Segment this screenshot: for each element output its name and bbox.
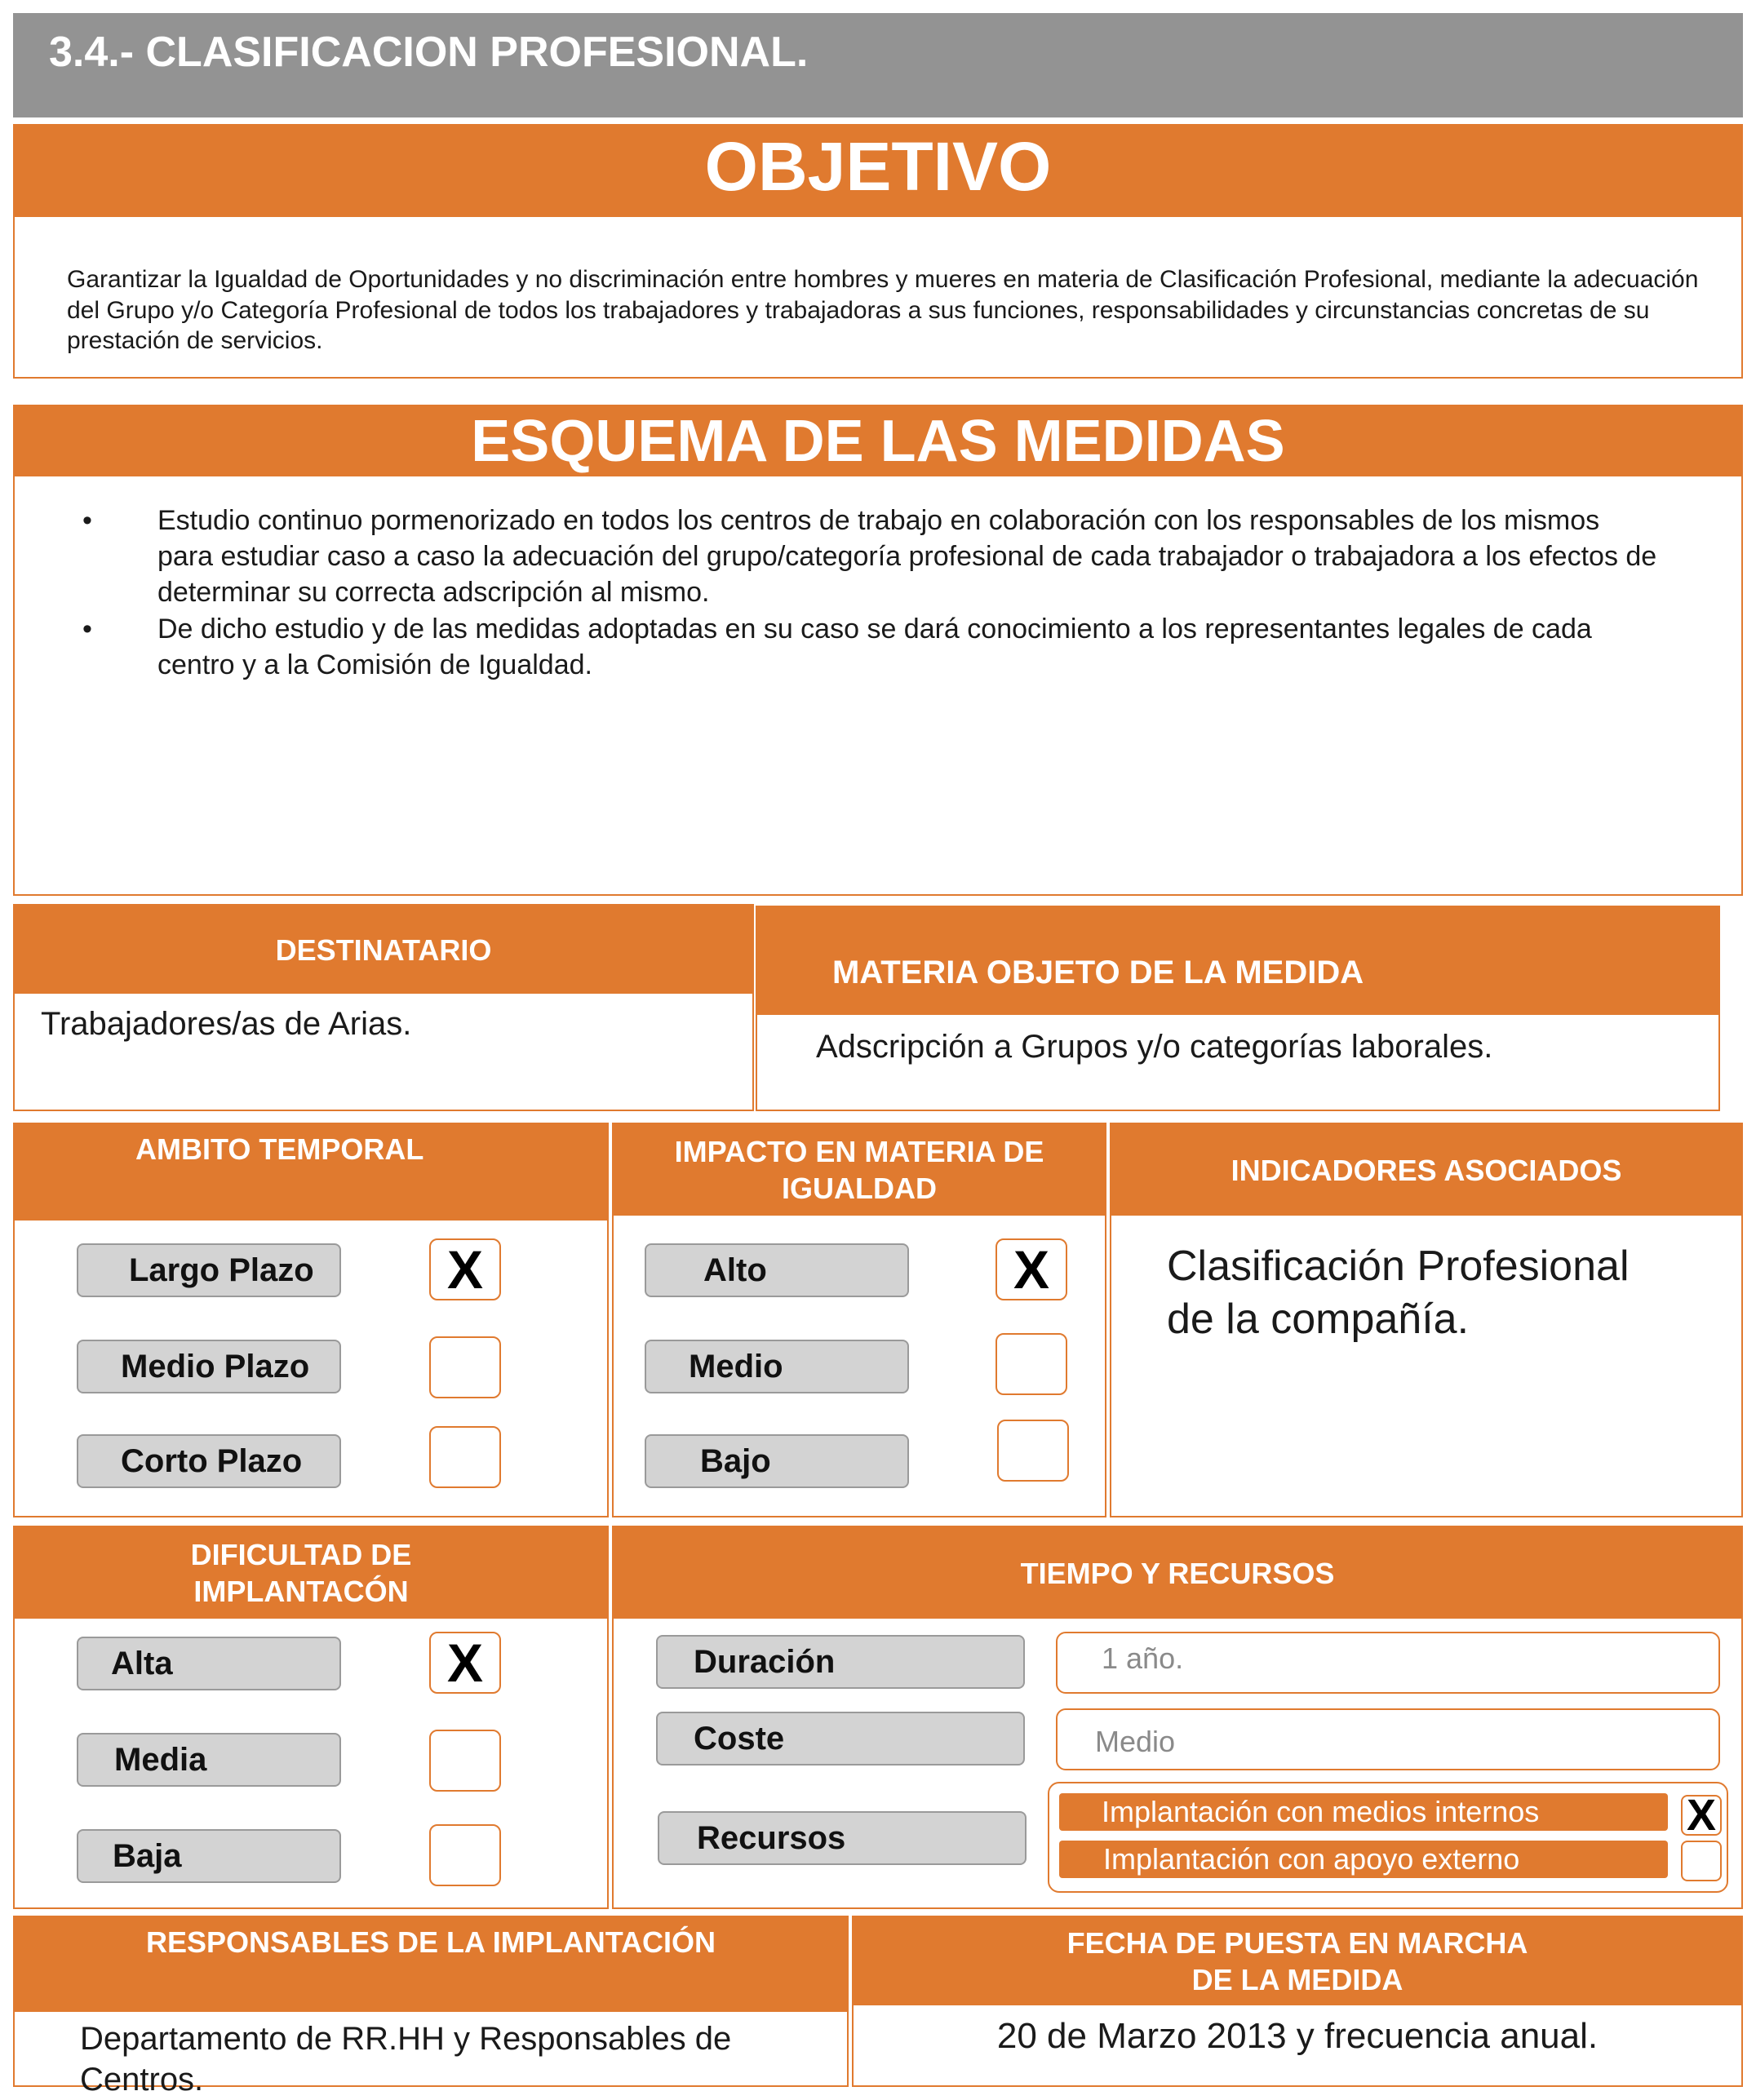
fecha-title-line2: DE LA MEDIDA	[1191, 1963, 1403, 1996]
option-medio-plazo: Medio Plazo	[77, 1340, 341, 1393]
option-bajo: Bajo	[645, 1434, 909, 1488]
responsables-text-line2: Centros.	[80, 2062, 204, 2098]
option-corto-plazo: Corto Plazo	[77, 1434, 341, 1488]
duracion-label: Duración	[656, 1635, 1025, 1689]
objetivo-title: OBJETIVO	[15, 126, 1741, 217]
section-title: 3.4.- CLASIFICACION PROFESIONAL.	[13, 13, 1743, 117]
list-item: • Estudio continuo pormenorizado en todos los centros de trabajo en colaboración con los responsables de los mismos para estudiar caso a caso la adecuación del grupo/categoría profesional de cada trabajador o trabajadora a los efectos de determinar su correcta adscripción al mismo.	[157, 503, 1660, 611]
duracion-field[interactable]: 1 año.	[1056, 1632, 1720, 1694]
indicadores-title: INDICADORES ASOCIADOS	[1111, 1124, 1741, 1216]
checkbox-externo[interactable]	[1681, 1841, 1722, 1881]
option-media: Media	[77, 1733, 341, 1787]
checkbox-alto[interactable]: X	[996, 1238, 1067, 1300]
tiempo-title: TIEMPO Y RECURSOS	[614, 1527, 1741, 1619]
checkbox-medio-plazo[interactable]	[429, 1336, 501, 1398]
objetivo-text: Garantizar la Igualdad de Oportunidades y no discriminación entre hombres y mueres en materia de Clasificación Profesional, mediante la adecuación del Grupo y/o Categoría Profesional de todos los trabajadores y trabajadoras a sus funciones, responsabilidades y circunstancias concretas de su prestación de servicios.	[67, 266, 1699, 354]
materia-text: Adscripción a Grupos y/o categorías laborales.	[816, 1029, 1493, 1065]
responsables-title: RESPONSABLES DE LA IMPLANTACIÓN	[15, 1917, 847, 2012]
recursos-option-internos: Implantación con medios internos	[1059, 1793, 1668, 1831]
esquema-panel	[13, 405, 1743, 896]
coste-field[interactable]: Medio	[1056, 1708, 1720, 1770]
objetivo-panel	[13, 124, 1743, 379]
checkbox-media[interactable]	[429, 1730, 501, 1792]
dificultad-title-line2: IMPLANTACÓN	[193, 1575, 409, 1608]
responsables-text-line1: Departamento de RR.HH y Responsables de	[80, 2021, 732, 2057]
responsables-text	[15, 2012, 847, 2100]
checkbox-corto-plazo[interactable]	[429, 1426, 501, 1488]
fecha-title	[854, 1917, 1741, 2005]
recursos-label: Recursos	[658, 1811, 1027, 1865]
dificultad-title-line1: DIFICULTAD DE	[190, 1538, 412, 1571]
materia-panel	[756, 906, 1720, 1111]
responsables-panel	[13, 1916, 849, 2098]
ambito-title: AMBITO TEMPORAL	[15, 1124, 607, 1221]
destinatario-panel	[13, 904, 754, 1111]
checkbox-medio[interactable]	[996, 1333, 1067, 1395]
checkbox-largo-plazo[interactable]: X	[429, 1238, 501, 1300]
fecha-text: 20 de Marzo 2013 y frecuencia anual.	[996, 2016, 1599, 2056]
coste-label: Coste	[656, 1712, 1025, 1766]
fecha-title-line1: FECHA DE PUESTA EN MARCHA	[1066, 1926, 1528, 1960]
dificultad-title	[15, 1527, 607, 1619]
esquema-title: ESQUEMA DE LAS MEDIDAS	[15, 406, 1741, 476]
indicadores-text	[1111, 1216, 1741, 1346]
indicadores-text-line2: de la compañía.	[1167, 1296, 1470, 1343]
impacto-title-line2: IGUALDAD	[782, 1172, 937, 1205]
destinatario-title: DESTINATARIO	[15, 906, 752, 994]
checkbox-bajo[interactable]	[997, 1420, 1069, 1482]
option-alto: Alto	[645, 1243, 909, 1297]
checkbox-internos[interactable]: X	[1681, 1795, 1722, 1836]
option-largo-plazo: Largo Plazo	[77, 1243, 341, 1297]
option-baja: Baja	[77, 1829, 341, 1883]
destinatario-text: Trabajadores/as de Arias.	[41, 1006, 412, 1042]
measures-list	[15, 476, 1741, 683]
option-alta: Alta	[77, 1637, 341, 1690]
checkbox-baja[interactable]	[429, 1824, 501, 1886]
impacto-title	[614, 1124, 1105, 1216]
impacto-title-line1: IMPACTO EN MATERIA DE	[674, 1135, 1044, 1168]
indicadores-panel	[1110, 1123, 1743, 1517]
recursos-option-externo: Implantación con apoyo externo	[1059, 1841, 1668, 1878]
indicadores-text-line1: Clasificación Profesional	[1167, 1243, 1630, 1290]
checkbox-alta[interactable]: X	[429, 1632, 501, 1694]
materia-title: MATERIA OBJETO DE LA MEDIDA	[757, 907, 1718, 1015]
fecha-panel	[852, 1916, 1743, 2087]
option-medio: Medio	[645, 1340, 909, 1393]
list-item: • De dicho estudio y de las medidas adoptadas en su caso se dará conocimiento a los representantes legales de cada centro y a la Comisión de Igualdad.	[157, 611, 1660, 683]
